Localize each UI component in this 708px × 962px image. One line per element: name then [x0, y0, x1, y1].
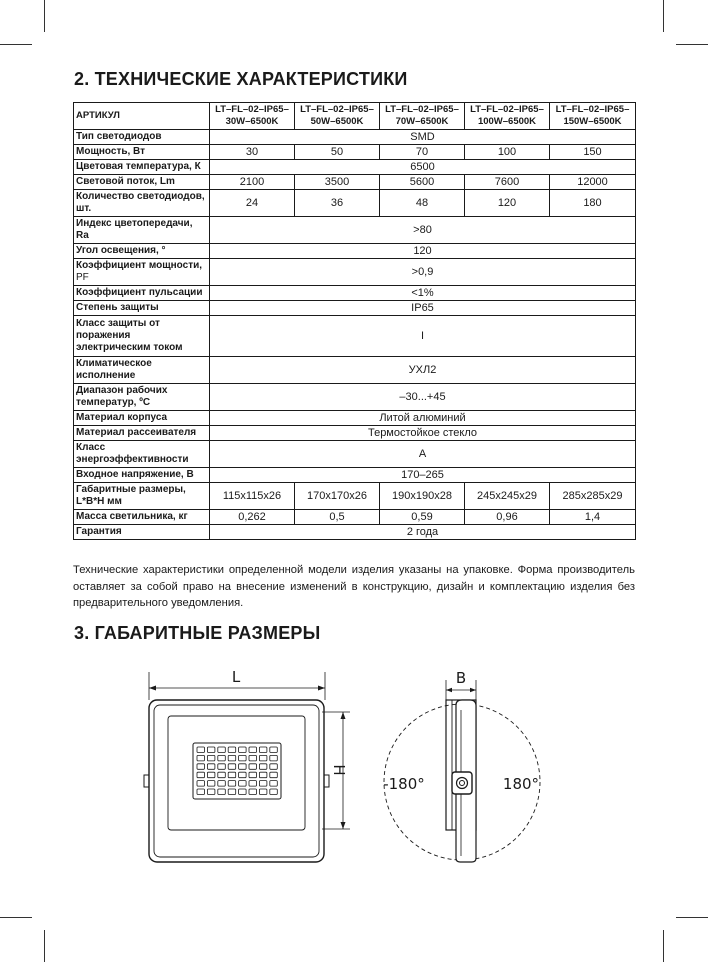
led-chip: [259, 781, 267, 787]
row-value: 6500: [210, 160, 636, 175]
led-chip: [228, 772, 236, 778]
led-chip: [228, 781, 236, 787]
row-value: 36: [295, 190, 380, 217]
led-chip: [249, 789, 257, 795]
row-value: A: [210, 441, 636, 468]
row-value: 7600: [465, 175, 550, 190]
row-value: 1,4: [550, 510, 636, 525]
led-chip: [218, 764, 226, 770]
led-chip: [259, 764, 267, 770]
row-label-text: Коэффициент мощности,: [76, 260, 203, 271]
led-chip: [270, 781, 278, 787]
led-chip: [259, 789, 267, 795]
led-chip: [207, 781, 215, 787]
row-value: 180: [550, 190, 636, 217]
led-chip: [218, 781, 226, 787]
row-label-text: Мощность, Вт: [76, 146, 146, 157]
row-value: 5600: [380, 175, 465, 190]
led-chip: [249, 764, 257, 770]
label-L: L: [231, 668, 241, 686]
row-label-text: Входное напряжение, В: [76, 469, 194, 480]
row-value: >80: [210, 217, 636, 244]
row-value: 150: [550, 145, 636, 160]
header-model: LT–FL–02–IP65–150W–6500K: [550, 103, 636, 130]
row-label-suffix: PF: [76, 272, 89, 283]
led-chip: [197, 747, 205, 753]
row-value: 50: [295, 145, 380, 160]
header-model: LT–FL–02–IP65–100W–6500K: [465, 103, 550, 130]
row-value: 120: [465, 190, 550, 217]
side-clip: [144, 775, 149, 787]
row-value: IP65: [210, 301, 636, 316]
row-value: Термостойкое стекло: [210, 426, 636, 441]
row-label-text: Тип светодиодов: [76, 131, 162, 142]
row-label-text: Цветовая температура, К: [76, 161, 201, 172]
row-label-text: Индекс цветопередачи, Ra: [76, 218, 193, 241]
header-article: АРТИКУЛ: [74, 103, 210, 130]
led-chip: [239, 764, 247, 770]
led-chip: [270, 755, 278, 761]
row-value: 2100: [210, 175, 295, 190]
led-chip: [197, 772, 205, 778]
led-chip: [249, 781, 257, 787]
row-value: 30: [210, 145, 295, 160]
label-B: B: [455, 669, 467, 687]
row-value: 170x170x26: [295, 483, 380, 510]
pivot-knob: [452, 772, 472, 794]
led-chip: [259, 747, 267, 753]
led-chip: [249, 755, 257, 761]
led-chip: [207, 789, 215, 795]
row-value: 285x285x29: [550, 483, 636, 510]
led-chip: [259, 755, 267, 761]
row-label-text: Класс защиты от поражения электрическим током: [76, 318, 183, 353]
row-value: 0,96: [465, 510, 550, 525]
led-chip: [228, 789, 236, 795]
row-label-text: Коэффициент пульсации: [76, 287, 203, 298]
section-title-dimensions: 3. ГАБАРИТНЫЕ РАЗМЕРЫ: [74, 623, 321, 643]
row-value: 0,5: [295, 510, 380, 525]
row-value: 24: [210, 190, 295, 217]
row-label-text: Климатическое исполнение: [76, 358, 152, 381]
led-chip: [207, 764, 215, 770]
row-value: 0,59: [380, 510, 465, 525]
label-H: H: [330, 764, 348, 776]
led-chip: [218, 747, 226, 753]
row-value: 190x190x28: [380, 483, 465, 510]
led-matrix: [193, 743, 281, 799]
row-label-text: Диапазон рабочих температур, ºС: [76, 385, 168, 408]
row-value: 12000: [550, 175, 636, 190]
angle-right-label: 180°: [502, 775, 540, 793]
row-value: 2 года: [210, 525, 636, 540]
row-value: 115x115x26: [210, 483, 295, 510]
lens-frame: [168, 716, 305, 830]
disclaimer-note: Технические характеристики определенной модели изделия указаны на упаковке. Форма производитель оставляет за собой право на внесение изменений в конструкцию, дизайн и комплектацию изделия без предварительного уведомления.: [73, 564, 635, 609]
housing-inner-edge: [154, 705, 319, 857]
led-grid: [197, 747, 277, 795]
led-chip: [228, 755, 236, 761]
row-label-text: Количество светодиодов, шт.: [76, 191, 205, 214]
led-chip: [228, 747, 236, 753]
led-chip: [270, 772, 278, 778]
row-value: >0,9: [210, 259, 636, 286]
row-label-text: Класс энергоэффективности: [76, 442, 189, 465]
row-label-text: Угол освещения, °: [76, 245, 166, 256]
led-chip: [270, 789, 278, 795]
led-chip: [197, 755, 205, 761]
row-label-text: Масса светильника, кг: [76, 511, 188, 522]
led-chip: [239, 772, 247, 778]
led-chip: [239, 755, 247, 761]
side-view: [384, 680, 540, 862]
header-model: LT–FL–02–IP65–70W–6500K: [380, 103, 465, 130]
led-chip: [207, 755, 215, 761]
front-view: [144, 672, 350, 862]
led-chip: [259, 772, 267, 778]
row-value: 170–265: [210, 468, 636, 483]
row-label-text: Гарантия: [76, 526, 122, 537]
row-value: –30...+45: [210, 384, 636, 411]
side-clip: [324, 775, 329, 787]
led-chip: [197, 764, 205, 770]
row-label-text: Материал рассеивателя: [76, 427, 197, 438]
led-chip: [218, 755, 226, 761]
led-chip: [270, 764, 278, 770]
led-chip: [197, 789, 205, 795]
row-value: 120: [210, 244, 636, 259]
row-label-text: Степень защиты: [76, 302, 159, 313]
led-chip: [207, 747, 215, 753]
housing-outline: [149, 700, 324, 862]
row-value: 3500: [295, 175, 380, 190]
row-value: SMD: [210, 130, 636, 145]
header-model: LT–FL–02–IP65–30W–6500K: [210, 103, 295, 130]
row-value: 245x245x29: [465, 483, 550, 510]
row-value: 48: [380, 190, 465, 217]
row-value: <1%: [210, 286, 636, 301]
led-chip: [239, 747, 247, 753]
led-chip: [239, 781, 247, 787]
row-value: 100: [465, 145, 550, 160]
row-value: УХЛ2: [210, 357, 636, 384]
row-label-text: Материал корпуса: [76, 412, 168, 423]
row-value: 70: [380, 145, 465, 160]
row-value: 0,262: [210, 510, 295, 525]
angle-left-label: -180°: [383, 775, 425, 793]
row-value: Литой алюминий: [210, 411, 636, 426]
led-chip: [218, 772, 226, 778]
led-chip: [197, 781, 205, 787]
section-title-specs: 2. ТЕХНИЧЕСКИЕ ХАРАКТЕРИСТИКИ: [74, 69, 408, 89]
led-chip: [207, 772, 215, 778]
row-value: I: [210, 316, 636, 357]
led-chip: [239, 789, 247, 795]
header-model: LT–FL–02–IP65–50W–6500K: [295, 103, 380, 130]
led-chip: [249, 772, 257, 778]
led-chip: [270, 747, 278, 753]
row-label-text: Габаритные размеры, L*B*H мм: [76, 484, 186, 507]
led-chip: [228, 764, 236, 770]
led-chip: [218, 789, 226, 795]
row-label-text: Световой поток, Lm: [76, 176, 175, 187]
led-chip: [249, 747, 257, 753]
